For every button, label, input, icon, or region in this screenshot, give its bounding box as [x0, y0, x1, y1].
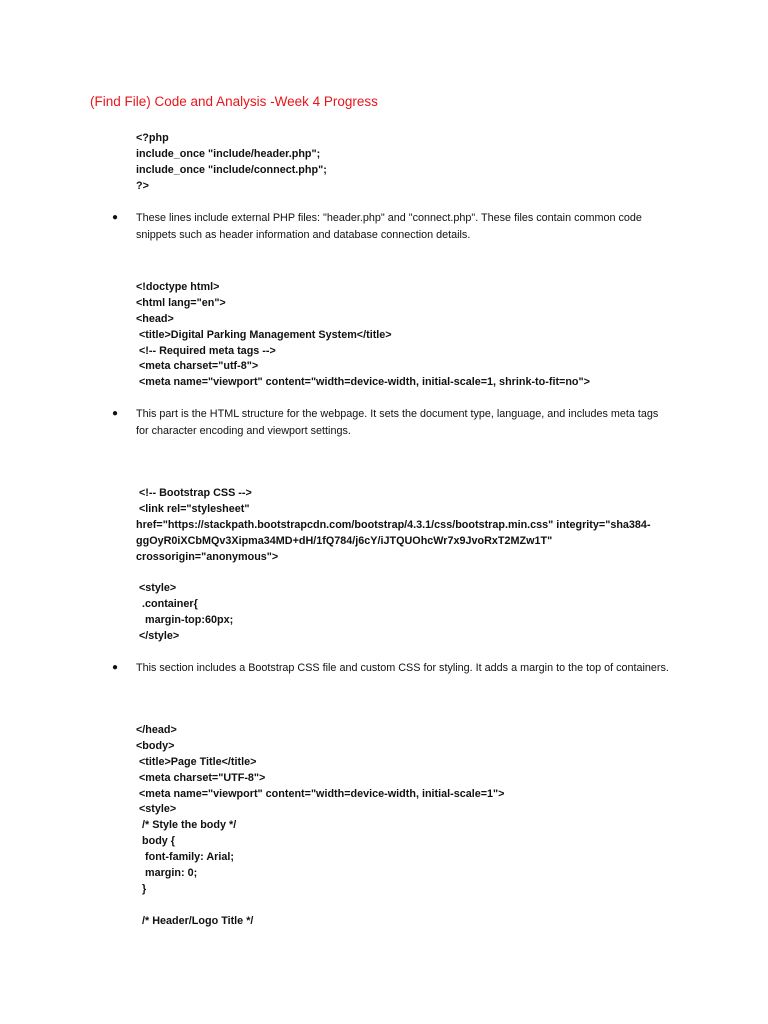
code-line: crossorigin="anonymous"> — [136, 550, 279, 563]
code-line: <body> — [136, 739, 175, 752]
code-line: <?php — [136, 132, 169, 144]
bullet-item — [112, 210, 672, 243]
code-line: include_once "include/header.php"; — [136, 147, 321, 160]
code-line: <!-- Bootstrap CSS --> — [136, 487, 252, 499]
code-line: margin-top:60px; — [136, 614, 234, 627]
code-line: .container{ — [136, 598, 198, 611]
code-line: <!-- Required meta tags --> — [136, 344, 276, 357]
code-line: <meta charset="utf-8"> — [136, 360, 259, 373]
code-line: <meta name="viewport" content="width=device-width, initial-scale=1"> — [136, 787, 505, 800]
bullet-item — [112, 660, 672, 677]
code-line: body { — [136, 835, 175, 848]
code-line: <style> — [136, 803, 177, 816]
code-line: <meta name="viewport" content="width=device-width, initial-scale=1, shrink-to-fit=no"> — [136, 376, 590, 389]
code-line: <style> — [136, 582, 177, 595]
code-line: font-family: Arial; — [136, 851, 234, 864]
bullet-icon: ● — [112, 408, 119, 419]
code-block-php-includes — [136, 131, 327, 195]
code-line: </head> — [136, 724, 177, 736]
bullet-icon: ● — [112, 212, 119, 223]
code-line: /* Header/Logo Title */ — [136, 914, 254, 927]
code-line — [136, 565, 651, 581]
code-line: <link rel="stylesheet" — [136, 502, 250, 515]
code-line: href="https://stackpath.bootstrapcdn.com/bootstrap/4.3.1/css/bootstrap.min.css" integrity="sha384- — [136, 518, 651, 531]
code-line: ggOyR0iXCbMQv3Xipma34MD+dH/1fQ784/j6cY/iJTQUOhcWr7x9JvoRxT2MZw1T" — [136, 534, 553, 547]
code-line: margin: 0; — [136, 867, 198, 880]
code-line: <head> — [136, 312, 174, 325]
code-block-bootstrap-css — [136, 486, 651, 645]
page-title: (Find File) Code and Analysis -Week 4 Progress — [90, 94, 378, 109]
bullet-text: These lines include external PHP files: "header.php" and "connect.php". These files contain common code snippets such as header information and database connection details. — [136, 212, 642, 241]
code-line: include_once "include/connect.php"; — [136, 163, 327, 176]
code-line: <title>Digital Parking Management System</title> — [136, 328, 392, 341]
code-line: <title>Page Title</title> — [136, 755, 257, 768]
code-line: </style> — [136, 630, 180, 643]
code-line: ?> — [136, 179, 149, 192]
code-line: } — [136, 882, 147, 895]
code-block-html-head — [136, 280, 590, 391]
code-line: /* Style the body */ — [136, 819, 237, 832]
bullet-icon: ● — [112, 662, 119, 673]
code-line: <meta charset="UTF-8"> — [136, 771, 266, 784]
code-line — [136, 898, 505, 914]
bullet-text: This section includes a Bootstrap CSS file and custom CSS for styling. It adds a margin to the top of containers. — [136, 662, 669, 674]
code-line: <html lang="en"> — [136, 296, 226, 309]
bullet-item — [112, 406, 672, 439]
code-line: <!doctype html> — [136, 281, 220, 293]
bullet-text: This part is the HTML structure for the webpage. It sets the document type, language, and includes meta tags for character encoding and viewport settings. — [136, 408, 659, 437]
code-block-body-style — [136, 723, 505, 930]
